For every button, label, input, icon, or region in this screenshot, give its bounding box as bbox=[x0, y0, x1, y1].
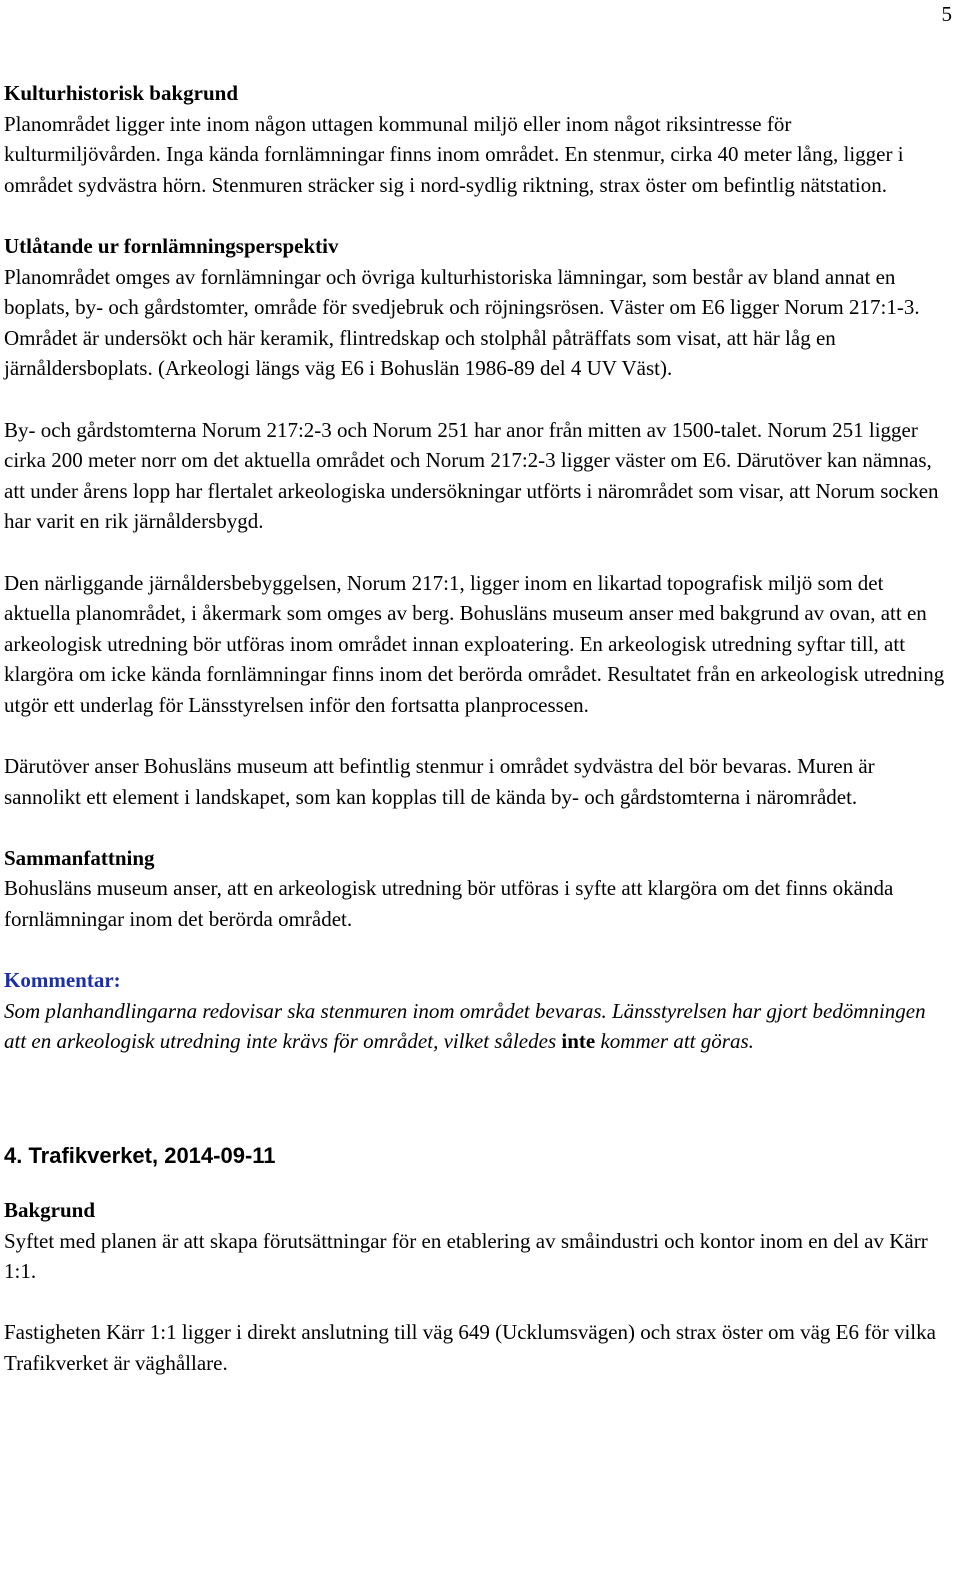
section-title-trafikverket: 4. Trafikverket, 2014-09-11 bbox=[4, 1143, 276, 1168]
paragraph-kommentar bbox=[4, 996, 952, 1057]
heading-kommentar: Kommentar: bbox=[4, 968, 121, 993]
paragraph-utlatande-1: Planområdet omges av fornlämningar och övriga kulturhistoriska lämningar, som består av bland annat en boplats, by- och gårdstomter, område för svedjebruk och röjningsrösen. Väster om E6 ligger Norum 217:1-3. Området är undersökt och här keramik, flintredskap och stolphål påträffats som visat, att här låg en järnåldersboplats. (Arkeologi längs väg E6 i Bohuslän 1986-89 del 4 UV Väst). bbox=[4, 264, 920, 381]
paragraph-utlatande-2: By- och gårdstomterna Norum 217:2-3 och Norum 251 har anor från mitten av 1500-talet. Norum 251 ligger cirka 200 meter norr om det aktuella området och Norum 217:2-3 ligger väster om E6. Därutöver kan nämnas, att under årens lopp har flertalet arkeologiska undersökningar utförts i närområdet som visar, att Norum socken har varit en rik järnåldersbygd. bbox=[4, 417, 939, 534]
paragraph-kulturhistorisk: Planområdet ligger inte inom någon uttagen kommunal miljö eller inom något riksintresse för kulturmiljövården. Inga kända fornlämningar finns inom området. En stenmur, cirka 40 meter lång, ligger i området sydvästra hörn. Stenmuren sträcker sig i nord-sydlig riktning, strax öster om befintlig nätstation. bbox=[4, 111, 904, 197]
paragraph-trafikverket-1: Syftet med planen är att skapa förutsättningar för en etablering av småindustri och kontor inom en del av Kärr 1:1. bbox=[4, 1228, 928, 1284]
heading-bakgrund: Bakgrund bbox=[4, 1198, 96, 1222]
paragraph-utlatande-4: Därutöver anser Bohusläns museum att befintlig stenmur i området sydvästra del bör bevaras. Muren är sannolikt ett element i landskapet, som kan kopplas till de kända by- och gårdstomterna i närområdet. bbox=[4, 754, 875, 809]
paragraph-utlatande-3: Den närliggande järnåldersbebyggelsen, Norum 217:1, ligger inom en likartad topografisk miljö som det aktuella planområdet, i åkermark som omges av berg. Bohusläns museum anser med bakgrund av ovan, att en arkeologisk utredning bör utföras inom området innan exploatering. En arkeologisk utredning syftar till, att klargöra om icke kända fornlämningar finns inom det berörda området. Resultatet från en arkeologisk utredning utgör ett underlag för Länsstyrelsen inför den fortsatta planprocessen. bbox=[4, 570, 945, 717]
kommentar-emphasis: inte bbox=[561, 1029, 596, 1054]
paragraph-sammanfattning: Bohusläns museum anser, att en arkeologisk utredning bör utföras i syfte att klargöra om det finns okända fornlämningar inom det berörda området. bbox=[4, 876, 894, 932]
paragraph-trafikverket-2: Fastigheten Kärr 1:1 ligger i direkt anslutning till väg 649 (Ucklumsvägen) och strax öster om väg E6 för vilka Trafikverket är väghållare. bbox=[4, 1320, 936, 1375]
heading-sammanfattning: Sammanfattning bbox=[4, 845, 155, 870]
kommentar-text-before: Som planhandlingarna redovisar ska stenmuren inom området bevaras. Länsstyrelsen har gjort bedömningen att en arkeologisk utredning inte krävs för området, vilket således bbox=[4, 998, 926, 1054]
heading-kulturhistorisk: Kulturhistorisk bakgrund bbox=[4, 81, 238, 105]
document-body bbox=[4, 78, 952, 1379]
page-number: 5 bbox=[941, 2, 952, 26]
heading-utlatande: Utlåtande ur fornlämningsperspektiv bbox=[4, 233, 339, 258]
kommentar-text-after: kommer att göras. bbox=[595, 1029, 754, 1054]
